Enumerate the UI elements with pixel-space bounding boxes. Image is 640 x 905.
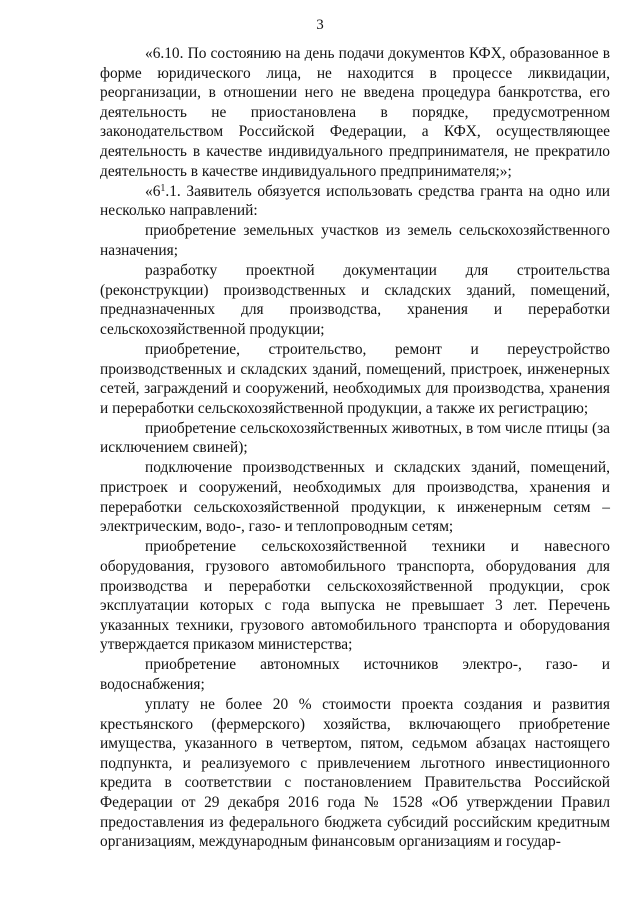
paragraph-text: приобретение сельскохозяйственной техники и навесного оборудования, грузового автомобильного транспорта, оборудования для производства и переработки сельскохозяйственной продукции, срок эксплуатации которых с года выпуска не превышает 3 лет. Перечень указанных техники, грузового автомобильного транспорта и оборудования утверждается приказом министерства; [100,538,610,654]
paragraph-6-1-1 [100,182,610,221]
document-body [100,44,610,852]
paragraph-design-docs [100,261,610,339]
paragraph-text: подключение производственных и складских зданий, помещений, пристроек и сооружений, необходимых для производства, хранения и переработки сельскохозяйственной продукции, к инженерным сетям – электрическим, водо-, газо- и теплопроводным сетям; [100,459,610,536]
paragraph-text: «6.10. По состоянию на день подачи документов КФХ, образованное в форме юридического лица, не находится в процессе ликвидации, реорганизации, в отношении него не введена процедура банкротства, его деятельность не приостановлена в порядке, предусмотренном законодательством Российской Федерации, а КФХ, осуществляющее деятельность в качестве индивидуального предпринимателя, не прекратило деятельность в качестве индивидуального предпринимателя;»; [100,45,610,180]
superscript: 1 [160,182,166,194]
paragraph-text: приобретение сельскохозяйственных животных, в том числе птицы (за исключением свиней); [100,419,610,457]
paragraph-utilities [100,458,610,536]
paragraph-text: .1. Заявитель обязуется использовать средства гранта на одно или несколько направлений: [100,182,610,220]
paragraph-loan-payment [100,695,610,852]
paragraph-text: разработку проектной документации для строительства (реконструкции) производственных и складских зданий, помещений, предназначенных для производства, хранения и переработки сельскохозяйственной продукции; [100,262,610,338]
paragraph-text: уплату не более 20 % стоимости проекта создания и развития крестьянского (фермерского) хозяйства, включающего приобретение имущества, указанного в четвертом, пятом, седьмом абзацах настоящего подпункта, и реализуемого с привлечением льготного инвестиционного кредита в соответствии с постановлением Правительства Российской Федерации от 29 декабря 2016 года № 1528 «Об утверждении Правил предоставления из федерального бюджета субсидий российским кредитным организациям, международным финансовым организациям и государ- [100,696,610,851]
paragraph-text: приобретение автономных источников электро-, газо- и водоснабжения; [100,656,610,693]
page-number: 3 [316,17,324,33]
paragraph-text: приобретение, строительство, ремонт и переустройство производственных и складских зданий, помещений, пристроек, инженерных сетей, заграждений и сооружений, необходимых для производства, хранения и переработки сельскохозяйственной продукции, а также их регистрацию; [100,340,610,417]
paragraph-animals [100,419,610,458]
paragraph-autonomous-supply [100,655,610,694]
paragraph-text: «6 [145,182,161,200]
paragraph-land [100,221,610,260]
paragraph-equipment [100,537,610,655]
paragraph-text: приобретение земельных участков из земель сельскохозяйственного назначения; [100,222,610,259]
paragraph-6-10 [100,44,610,181]
paragraph-construction [100,340,610,418]
